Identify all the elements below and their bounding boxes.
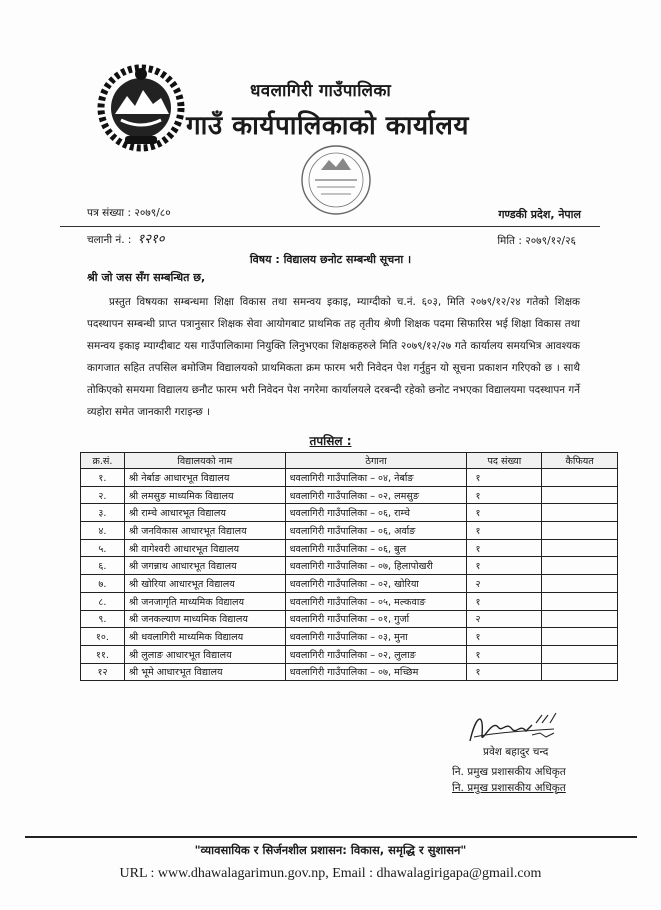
cell-address: धवलागिरी गाउँपालिका – ०६, बुल (285, 539, 467, 557)
cell-address: धवलागिरी गाउँपालिका – ०६, राम्चे (285, 504, 467, 522)
cell-remarks (542, 504, 618, 522)
schools-table (80, 452, 618, 681)
table-row (81, 663, 618, 681)
chalani-label: चलानी नं. : (87, 234, 132, 246)
cell-school-name: श्री जनजागृति माध्यमिक विद्यालय (124, 592, 285, 610)
chalani-value: १२१० (137, 232, 165, 247)
cell-posts: १ (467, 504, 542, 522)
cell-posts: १ (467, 557, 542, 575)
signer-title: नि. प्रमुख प्रशासकीय अधिकृत (452, 766, 566, 778)
cell-school-name: श्री धवलागिरी माध्यमिक विद्यालय (124, 628, 285, 646)
nepal-government-emblem-icon (95, 62, 187, 154)
cell-remarks (542, 610, 618, 628)
cell-sn: ६. (81, 557, 125, 575)
table-row (81, 539, 618, 557)
cell-sn: १०. (81, 628, 125, 646)
cell-remarks (542, 628, 618, 646)
cell-school-name: श्री लमसुङ माध्यमिक विद्यालय (124, 486, 285, 504)
footer-contact: URL : www.dhawalagarimun.gov.np, Email : dhawalagirigapa@gmail.com (119, 866, 542, 881)
header-divider (60, 226, 600, 227)
cell-posts: १ (467, 645, 542, 663)
cell-posts: १ (467, 592, 542, 610)
body-paragraph (87, 291, 580, 423)
table-row (81, 645, 618, 663)
table-row (81, 610, 618, 628)
cell-address: धवलागिरी गाउँपालिका – ०१, गुर्जा (285, 610, 467, 628)
handwritten-signature-icon (462, 705, 562, 750)
cell-school-name: श्री वागेश्वरी आधारभूत विद्यालय (124, 539, 285, 557)
cell-address: धवलागिरी गाउँपालिका – ०५, मल्कवाङ (285, 592, 467, 610)
cell-school-name: श्री जगन्नाथ आधारभूत विद्यालय (124, 557, 285, 575)
cell-remarks (542, 522, 618, 540)
cell-posts: १ (467, 486, 542, 504)
cell-posts: २ (467, 575, 542, 593)
cell-posts: १ (467, 663, 542, 681)
cell-sn: ८. (81, 592, 125, 610)
office-round-stamp-icon (295, 140, 377, 220)
table-row (81, 486, 618, 504)
cell-address: धवलागिरी गाउँपालिका – ०३, मुना (285, 628, 467, 646)
subject-line: विषय : विद्यालय छनोट सम्बन्धी सूचना । (249, 253, 412, 266)
org-name: धवलागिरी गाउँपालिका (250, 81, 392, 101)
table-row (81, 628, 618, 646)
cell-school-name: श्री भूमे आधारभूत विद्यालय (124, 663, 285, 681)
issue-date: मिति : २०७९/१२/२६ (497, 235, 576, 247)
chalani-number (87, 229, 164, 247)
province: गण्डकी प्रदेश, नेपाल (498, 208, 581, 221)
table-row (81, 522, 618, 540)
col-header-address: ठेगाना (285, 453, 467, 469)
cell-school-name: श्री जनकल्याण माध्यमिक विद्यालय (124, 610, 285, 628)
salutation: श्री जो जस सँग सम्बन्धित छ, (87, 271, 206, 284)
footer-divider (25, 836, 637, 838)
cell-address: धवलागिरी गाउँपालिका – ०७, मच्छिम (285, 663, 467, 681)
cell-remarks (542, 486, 618, 504)
cell-posts: १ (467, 628, 542, 646)
cell-remarks (542, 645, 618, 663)
cell-sn: ७. (81, 575, 125, 593)
cell-posts: १ (467, 469, 542, 487)
cell-school-name: श्री नेर्बाङ आधारभूत विद्यालय (124, 469, 285, 487)
cell-remarks (542, 575, 618, 593)
footer-motto: "व्यावसायिक र सिर्जनशील प्रशासन: विकास, समृद्धि र सुशासन" (194, 843, 467, 857)
table-header-row (81, 453, 618, 469)
office-name: गाउँ कार्यपालिकाको कार्यालय (186, 111, 469, 141)
body-text: प्रस्तुत विषयका सम्बन्धमा शिक्षा विकास तथा समन्वय इकाइ, म्याग्दीको च.नं. ६०३, मिति २०७९/१२/२४ गतेको शिक्षक पदस्थापन सम्बन्धी प्राप्त पत्रानुसार शिक्षक सेवा आयोगबाट प्राथमिक तह तृतीय श्रेणी शिक्षक पदमा सिफारिस भई शिक्षा विकास तथा समन्वय इकाइ म्याग्दीबाट यस गाउँपालिकामा नियुक्ति लिनुभएका शिक्षकहरुले मिति २०७९/१२/२७ गते कार्यालय समयभित्र आवश्यक कागजात सहित तपसिल बमोजिम विद्यालयको प्राथमिकता क्रम फारम भरी निवेदन पेश गर्नुहुन यो सूचना प्रकाशन गरिएको छ । साथै तोकिएको समयमा विद्यालय छनौट फारम भरी निवेदन पेश नगरेमा कार्यालयले दरबन्दी रहेको छनोट नभएका विद्यालयमा पदस्थापन गर्ने व्यहोरा समेत जानकारी गराइन्छ । (87, 296, 580, 418)
cell-remarks (542, 469, 618, 487)
cell-address: धवलागिरी गाउँपालिका – ०७, हिलापोखरी (285, 557, 467, 575)
cell-address: धवलागिरी गाउँपालिका – ०२, लुलाङ (285, 645, 467, 663)
cell-address: धवलागिरी गाउँपालिका – ०२, लमसुङ (285, 486, 467, 504)
cell-address: धवलागिरी गाउँपालिका – ०६, अर्वाङ (285, 522, 467, 540)
cell-sn: ११. (81, 645, 125, 663)
cell-school-name: श्री राम्चे आधारभूत विद्यालय (124, 504, 285, 522)
cell-posts: १ (467, 539, 542, 557)
cell-address: धवलागिरी गाउँपालिका – ०४, नेर्बाङ (285, 469, 467, 487)
cell-school-name: श्री जनविकास आधारभूत विद्यालय (124, 522, 285, 540)
cell-school-name: श्री खोरिया आधारभूत विद्यालय (124, 575, 285, 593)
signer-name: प्रवेश बहादुर चन्द (483, 746, 549, 758)
table-row (81, 592, 618, 610)
table-row (81, 575, 618, 593)
signer-seal-title: नि. प्रमुख प्रशासकीय अधिकृत (452, 782, 566, 794)
col-header-sn: क्र.सं. (81, 453, 125, 469)
cell-sn: १. (81, 469, 125, 487)
cell-sn: ३. (81, 504, 125, 522)
table-row (81, 504, 618, 522)
cell-remarks (542, 557, 618, 575)
cell-address: धवलागिरी गाउँपालिका – ०२, खोरिया (285, 575, 467, 593)
cell-remarks (542, 592, 618, 610)
cell-sn: ९. (81, 610, 125, 628)
cell-remarks (542, 663, 618, 681)
col-header-remarks: कैफियत (542, 453, 618, 469)
col-header-posts: पद संख्या (467, 453, 542, 469)
cell-sn: १२ (81, 663, 125, 681)
table-row (81, 469, 618, 487)
cell-sn: ४. (81, 522, 125, 540)
cell-school-name: श्री लुलाङ आधारभूत विद्यालय (124, 645, 285, 663)
cell-posts: २ (467, 610, 542, 628)
cell-sn: २. (81, 486, 125, 504)
cell-posts: १ (467, 522, 542, 540)
col-header-name: विद्यालयको नाम (124, 453, 285, 469)
cell-remarks (542, 539, 618, 557)
table-row (81, 557, 618, 575)
patra-sankhya: पत्र संख्या : २०७९/८० (87, 207, 171, 219)
tapasil-heading: तपसिल : (309, 434, 352, 448)
cell-sn: ५. (81, 539, 125, 557)
